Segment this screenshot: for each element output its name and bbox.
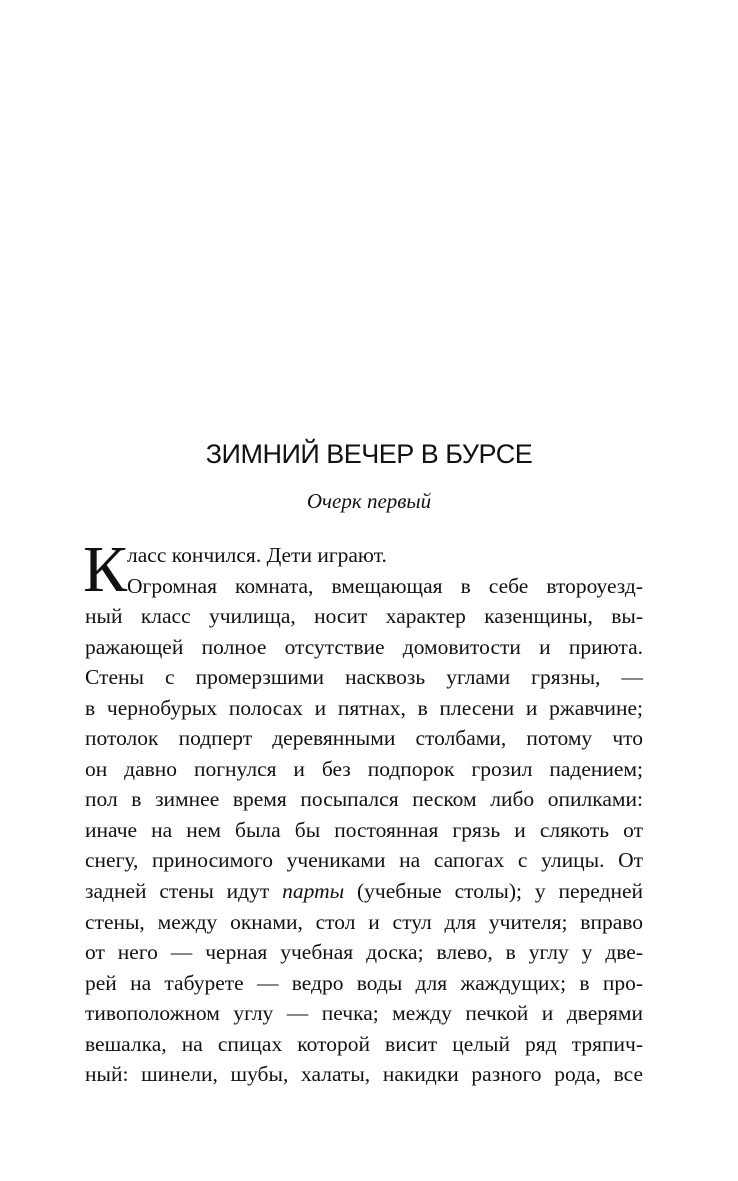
text-line-9: пол в зимнее время посыпался песком либо опилками: (85, 787, 643, 812)
text-line-12 (85, 876, 643, 907)
text-line-15: рей на табурете — ведро воды для жаждущих; в про- (85, 970, 643, 995)
text-line-12-end: (учебные столы); у передней (344, 879, 643, 904)
text-line-18: ный: шинели, шубы, халаты, накидки разного рода, все (85, 1062, 643, 1087)
text-line-6: в чернобурых полосах и пятнах, в плесени и ржавчине; (85, 695, 643, 720)
text-line-10: иначе на нем была бы постоянная грязь и слякоть от (85, 817, 643, 842)
text-line-16: тивоположном углу — печка; между печкой и дверями (85, 1001, 643, 1026)
text-line-4: ражающей полное отсутствие домовитости и приюта. (85, 634, 643, 659)
body-text (83, 533, 643, 1090)
text-line-3: ный класс училища, носит характер казенщины, вы- (85, 604, 643, 629)
chapter-title: ЗИМНИЙ ВЕЧЕР В БУРСЕ (205, 439, 533, 469)
text-line-8: он давно погнулся и без подпорок грозил падением; (85, 756, 643, 781)
text-line-5: Стены с промерзшими насквозь углами грязны, — (85, 665, 643, 690)
text-line-12-start: задней стены идут (85, 879, 283, 904)
text-line-13: стены, между окнами, стол и стул для учителя; вправо (85, 909, 643, 934)
drop-cap: К (83, 533, 128, 606)
chapter-subtitle: Очерк первый (306, 489, 432, 513)
text-line-14: от него — черная учебная доска; влево, в углу у две- (85, 940, 643, 965)
italic-term-party: парты (282, 879, 345, 904)
text-line-1-content: ласс кончился. Дети играют. (127, 543, 387, 567)
text-line-7: потолок подперт деревянными столбами, потому что (85, 726, 643, 751)
text-line-11: снегу, приносимого учениками на сапогах с улицы. От (85, 848, 643, 873)
text-line-17: вешалка, на спицах которой висит целый ряд тряпич- (85, 1031, 643, 1056)
text-line-2: Огромная комната, вмещающая в себе второуезд- (127, 573, 643, 598)
